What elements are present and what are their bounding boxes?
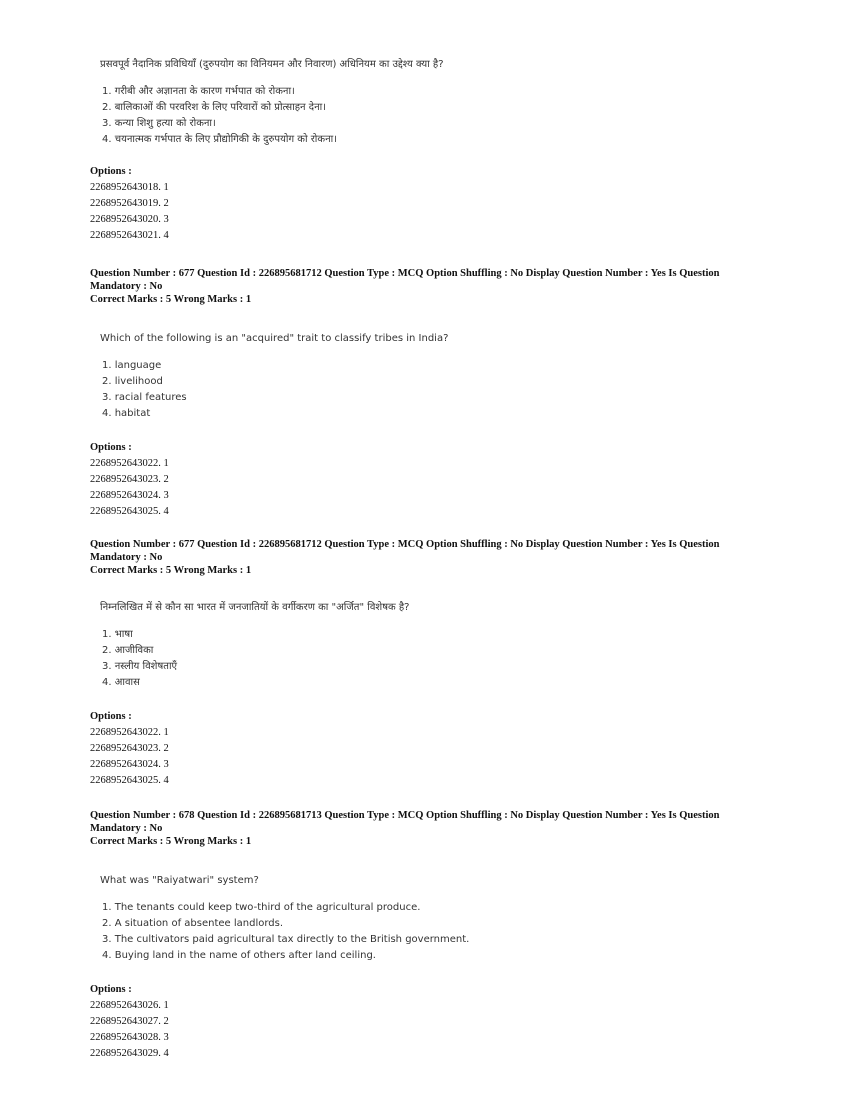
question-meta-line: Question Number : 678 Question Id : 226895681713 Question Type : MCQ Option Shuffling : No Display Question Number : Yes Is Question xyxy=(90,810,720,821)
option-id: 2268952643018. 1 xyxy=(90,182,169,193)
question-meta-line: Question Number : 677 Question Id : 226895681712 Question Type : MCQ Option Shuffling : No Display Question Number : Yes Is Question xyxy=(90,268,720,279)
option-id: 2268952643029. 4 xyxy=(90,1048,169,1059)
answer-options xyxy=(90,84,780,148)
answer-option: 2. livelihood xyxy=(102,376,163,387)
option-id: 2268952643024. 3 xyxy=(90,759,169,770)
marks-line: Correct Marks : 5 Wrong Marks : 1 xyxy=(90,294,252,305)
option-id: 2268952643021. 4 xyxy=(90,230,169,241)
answer-option: 4. चयनात्मक गर्भपात के लिए प्रौद्योगिकी के दुरुपयोग को रोकना। xyxy=(102,134,338,145)
answer-option: 2. आजीविका xyxy=(102,645,154,656)
option-id: 2268952643028. 3 xyxy=(90,1032,169,1043)
question-meta xyxy=(90,809,780,848)
question-meta-line: Question Number : 677 Question Id : 226895681712 Question Type : MCQ Option Shuffling : No Display Question Number : Yes Is Question xyxy=(90,539,720,550)
answer-option: 3. racial features xyxy=(102,392,187,403)
question-text: प्रसवपूर्व नैदानिक प्रविधियाँ (दुरुपयोग का विनियमन और निवारण) अधिनियम का उद्देश्य क्या है? xyxy=(100,59,444,70)
marks-line: Correct Marks : 5 Wrong Marks : 1 xyxy=(90,565,252,576)
options-section xyxy=(90,164,780,244)
answer-option: 3. The cultivators paid agricultural tax directly to the British government. xyxy=(102,934,470,945)
option-id: 2268952643023. 2 xyxy=(90,474,169,485)
question-block-676-hindi xyxy=(90,58,780,244)
question-block-677-hindi xyxy=(90,538,780,789)
option-id: 2268952643024. 3 xyxy=(90,490,169,501)
answer-option: 1. The tenants could keep two-third of the agricultural produce. xyxy=(102,902,421,913)
option-id: 2268952643025. 4 xyxy=(90,775,169,786)
question-text: What was "Raiyatwari" system? xyxy=(100,875,259,886)
question-meta-line: Mandatory : No xyxy=(90,281,163,292)
options-section xyxy=(90,709,780,789)
marks-line: Correct Marks : 5 Wrong Marks : 1 xyxy=(90,836,252,847)
answer-option: 2. बालिकाओं की परवरिश के लिए परिवारों को प्रोत्साहन देना। xyxy=(102,102,327,113)
option-id: 2268952643020. 3 xyxy=(90,214,169,225)
options-label: Options : xyxy=(90,166,132,177)
options-section xyxy=(90,982,780,1062)
answer-options xyxy=(90,900,780,964)
options-section xyxy=(90,440,780,520)
options-label: Options : xyxy=(90,442,132,453)
question-text: Which of the following is an "acquired" trait to classify tribes in India? xyxy=(100,333,449,344)
question-block-678-english xyxy=(90,809,780,1062)
option-id: 2268952643027. 2 xyxy=(90,1016,169,1027)
question-block-677-english xyxy=(90,267,780,520)
option-id: 2268952643026. 1 xyxy=(90,1000,169,1011)
option-id: 2268952643022. 1 xyxy=(90,727,169,738)
question-text: निम्नलिखित में से कौन सा भारत में जनजातियों के वर्गीकरण का "अर्जित" विशेषक है? xyxy=(100,602,410,613)
option-id: 2268952643025. 4 xyxy=(90,506,169,517)
answer-option: 4. habitat xyxy=(102,408,151,419)
question-meta xyxy=(90,538,780,577)
question-meta xyxy=(90,267,780,306)
answer-option: 4. Buying land in the name of others after land ceiling. xyxy=(102,950,376,961)
answer-option: 1. language xyxy=(102,360,162,371)
question-meta-line: Mandatory : No xyxy=(90,823,163,834)
options-label: Options : xyxy=(90,711,132,722)
answer-options xyxy=(90,358,780,422)
answer-option: 3. कन्या शिशु हत्या को रोकना। xyxy=(102,118,216,129)
answer-option: 1. भाषा xyxy=(102,629,133,640)
answer-option: 4. आवास xyxy=(102,677,140,688)
answer-option: 3. नस्लीय विशेषताएँ xyxy=(102,661,178,672)
question-meta-line: Mandatory : No xyxy=(90,552,163,563)
answer-option: 1. गरीबी और अज्ञानता के कारण गर्भपात को रोकना। xyxy=(102,86,295,97)
option-id: 2268952643023. 2 xyxy=(90,743,169,754)
option-id: 2268952643022. 1 xyxy=(90,458,169,469)
options-label: Options : xyxy=(90,984,132,995)
answer-options xyxy=(90,627,780,691)
option-id: 2268952643019. 2 xyxy=(90,198,169,209)
answer-option: 2. A situation of absentee landlords. xyxy=(102,918,284,929)
